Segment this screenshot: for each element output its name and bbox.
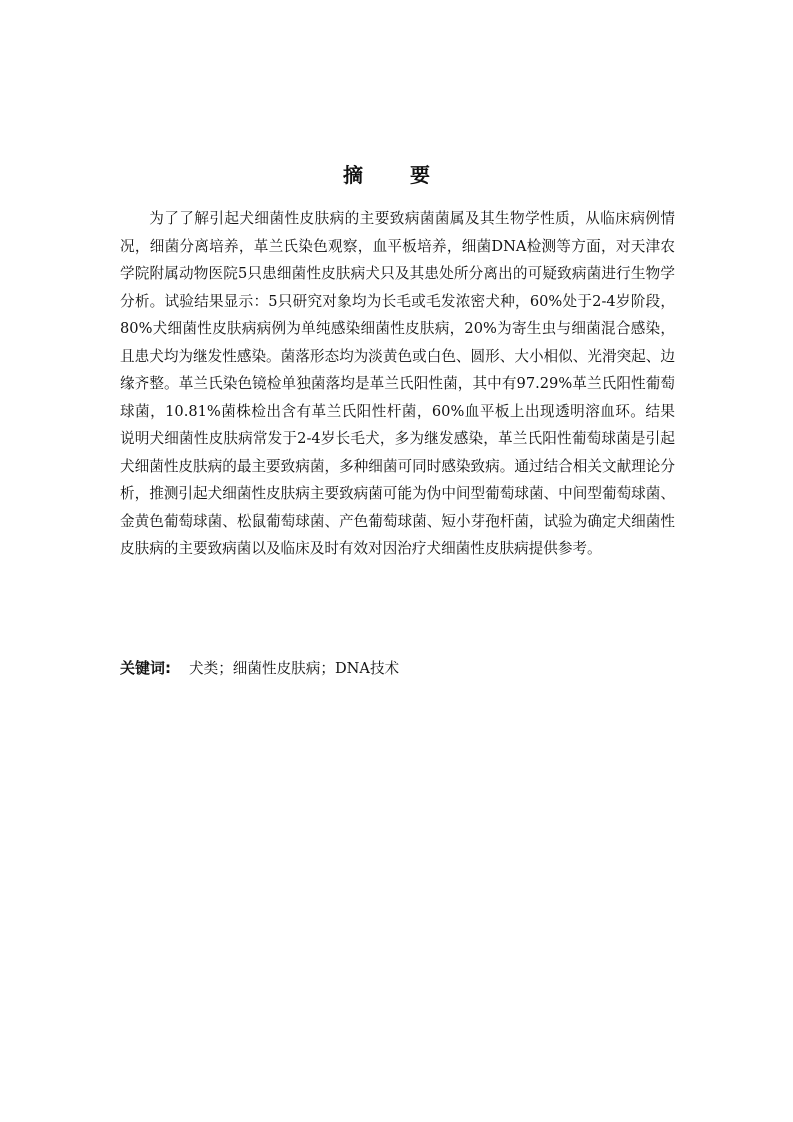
keywords-label: 关键词: bbox=[120, 659, 171, 677]
abstract-body: 为了了解引起犬细菌性皮肤病的主要致病菌菌属及其生物学性质，从临床病例情况，细菌分离培养，革兰氏染色观察，血平板培养，细菌DNA检测等方面，对天津农学院附属动物医院5只患细菌性皮肤病犬只及其患处所分离出的可疑致病菌进行生物学分析。试验结果显示：5只研究对象均为长毛或毛发浓密犬种，60%处于2-4岁阶段，80%犬细菌性皮肤病病例为单纯感染细菌性皮肤病，20%为寄生虫与细菌混合感染，且患犬均为继发性感染。菌落形态均为淡黄色或白色、圆形、大小相似、光滑突起、边缘齐整。革兰氏染色镜检单独菌落均是革兰氏阳性菌，其中有97.29%革兰氏阳性葡萄球菌，10.81%菌株检出含有革兰氏阳性杆菌，60%血平板上出现透明溶血环。结果说明犬细菌性皮肤病常发于2-4岁长毛犬，多为继发感染，革兰氏阳性葡萄球菌是引起犬细菌性皮肤病的最主要致病菌，多种细菌可同时感染致病。通过结合相关文献理论分析，推测引起犬细菌性皮肤病主要致病菌可能为伪中间型葡萄球菌、中间型葡萄球菌、金黄色葡萄球菌、松鼠葡萄球菌、产色葡萄球菌、短小芽孢杆菌，试验为确定犬细菌性皮肤病的主要致病菌以及临床及时有效对因治疗犬细菌性皮肤病提供参考。 bbox=[120, 210, 675, 557]
keywords-line bbox=[120, 655, 675, 682]
abstract-title: 摘 要 bbox=[343, 163, 450, 187]
keywords-text: 犬类；细菌性皮肤病；DNA技术 bbox=[189, 660, 400, 677]
